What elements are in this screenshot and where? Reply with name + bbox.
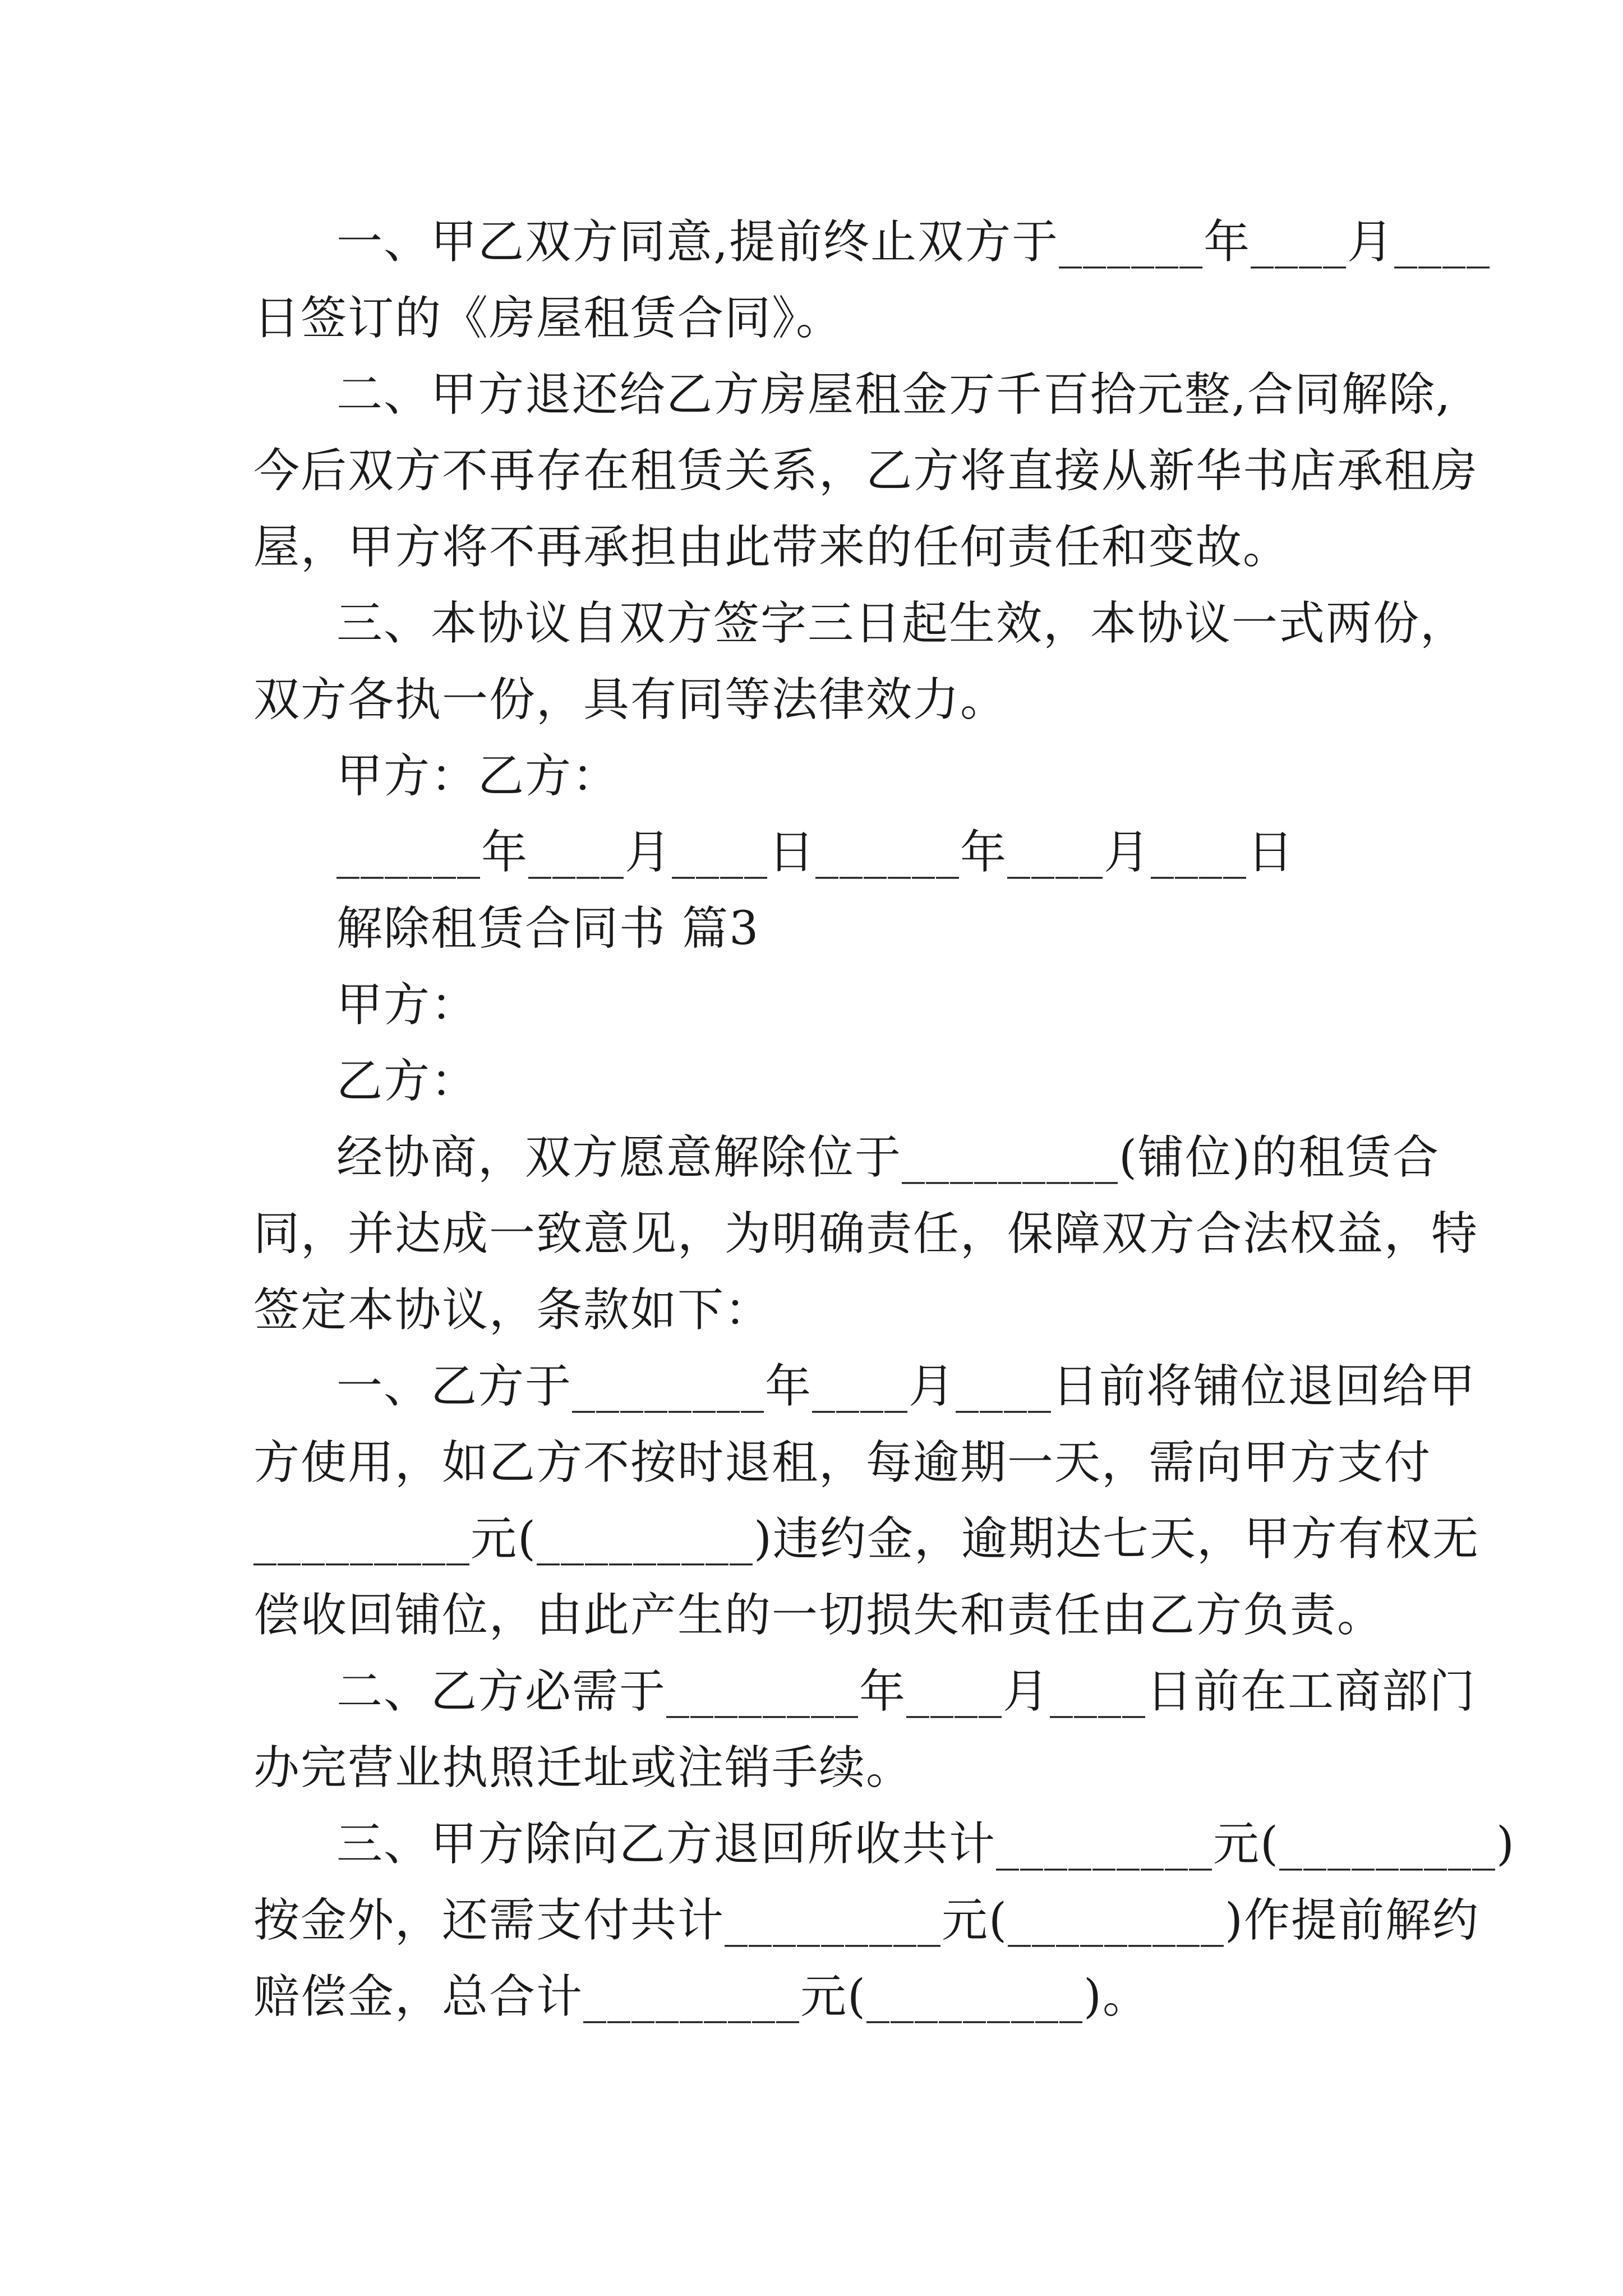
party-a-label: 甲方：	[336, 978, 478, 1032]
section-title: 解除租赁合同书 篇3	[336, 902, 760, 955]
text-line: 三、甲方除向乙方退回所收共计_________元(_________)	[336, 1818, 1515, 1871]
text-line: 签定本协议，条款如下：	[253, 1283, 772, 1337]
signature-label-line: 甲方：乙方：	[336, 749, 620, 803]
text-line: 二、乙方必需于________年____月____日前在工商部门	[336, 1665, 1477, 1718]
text-line: 二、甲方退还给乙方房屋租金万千百拾元整,合同解除,	[336, 368, 1452, 421]
text-line: 经协商，双方愿意解除位于_________(铺位)的租赁合	[336, 1131, 1440, 1184]
text-line: 屋，甲方将不再承担由此带来的任何责任和变故。	[253, 521, 1290, 574]
text-line: 赔偿金，总合计_________元(_________)。	[253, 1970, 1150, 2023]
text-line: 双方各执一份，具有同等法律效力。	[253, 673, 1008, 726]
text-line: 办完营业执照迁址或注销手续。	[253, 1741, 914, 1795]
party-b-label: 乙方：	[336, 1055, 478, 1108]
text-line: 同，并达成一致意见，为明确责任，保障双方合法权益，特	[253, 1207, 1479, 1260]
text-line: 方使用，如乙方不按时退租，每逾期一天，需向甲方支付	[253, 1436, 1432, 1489]
text-line: 三、本协议自双方签字三日起生效，本协议一式两份，	[336, 597, 1468, 650]
text-line: _________元(_________)违约金，逾期达七天，甲方有权无	[253, 1512, 1479, 1566]
date-line: ______年____月____日______年____月____日	[336, 826, 1294, 879]
text-line: 一、甲乙双方同意,提前终止双方于______年____月____	[336, 215, 1491, 269]
text-line: 一、乙方于________年____月____日前将铺位退回给甲	[336, 1360, 1477, 1413]
text-line: 日签订的《房屋租赁合同》。	[253, 292, 843, 345]
text-line: 今后双方不再存在租赁关系，乙方将直接从新华书店承租房	[253, 444, 1479, 498]
text-line: 偿收回铺位，由此产生的一切损失和责任由乙方负责。	[253, 1589, 1385, 1642]
text-line: 按金外，还需支付共计_________元(_________)作提前解约	[253, 1894, 1479, 1947]
